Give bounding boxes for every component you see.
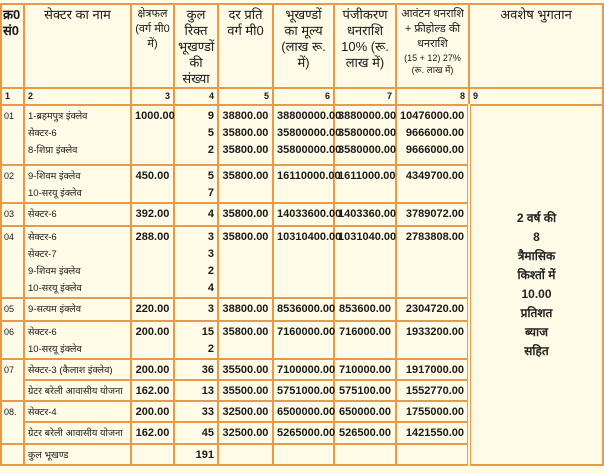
rate-per-sqm xyxy=(218,165,273,203)
sector-name-line: 9-सत्यम इंक्लेव xyxy=(28,304,82,315)
plot-value-line: 7160000.00 xyxy=(277,326,336,338)
vacant-plot-count xyxy=(174,105,218,165)
area: 1000.00 xyxy=(131,105,174,165)
area: 200.00 xyxy=(131,359,174,380)
plot-allotment-table xyxy=(0,3,604,466)
serial-no: 04 xyxy=(1,226,24,298)
allotment-amount-line: 2783808.00 xyxy=(405,231,464,243)
sector-name-line: ग्रेटर बरेली आवासीय योजना xyxy=(28,386,123,397)
allotment-amount xyxy=(396,422,469,444)
remaining-payment-terms-line: 8 xyxy=(533,230,540,244)
sector-name-line: 9-शिवम इंक्लेव xyxy=(28,266,81,277)
rate-per-sqm xyxy=(218,105,273,165)
registration-amount xyxy=(334,165,396,203)
registration-amount-line: 1611000.00 xyxy=(338,170,396,182)
plot-value-line: 16110000.00 xyxy=(277,170,341,182)
serial-no: 08. xyxy=(1,401,24,444)
remaining-payment-terms-line: 10.00 xyxy=(521,287,552,301)
registration-amount-line: 1031040.00 xyxy=(338,231,397,243)
column-number: 2 xyxy=(24,88,131,105)
registration-amount xyxy=(334,380,396,401)
vacant-plot-count-line: 33 xyxy=(201,406,214,418)
vacant-plot-count xyxy=(174,321,218,359)
rate-per-sqm xyxy=(218,380,273,401)
total-blank-cell xyxy=(396,444,469,465)
allotment-amount-line: 1552770.00 xyxy=(405,385,464,397)
header-rate: दर प्रति वर्ग मी0 xyxy=(218,4,273,88)
allotment-amount-line: 4349700.00 xyxy=(405,170,464,182)
sector-name-line: सेक्टर-6 xyxy=(28,232,57,243)
registration-amount-line: 716000.00 xyxy=(339,326,391,338)
total-label: कुल भूखण्ड xyxy=(24,444,131,465)
header-vacant-plots: कुल रिक्त भूखण्डों की संख्या xyxy=(174,4,218,88)
vacant-plot-count xyxy=(174,359,218,380)
area: 162.00 xyxy=(131,422,174,444)
registration-amount-line: 1403360.00 xyxy=(338,208,397,220)
total-serial-blank xyxy=(1,444,24,465)
plot-value xyxy=(273,380,334,401)
vacant-plot-count-line: 2 xyxy=(207,343,214,355)
total-area-blank xyxy=(131,444,174,465)
registration-amount-line: 526500.00 xyxy=(339,427,391,439)
vacant-plot-count-line: 4 xyxy=(207,208,214,220)
area: 220.00 xyxy=(131,298,174,321)
rate-per-sqm xyxy=(218,422,273,444)
rate-per-sqm-line: 35800.00 xyxy=(222,127,269,139)
sector-name xyxy=(24,422,131,444)
allotment-amount xyxy=(396,226,469,298)
registration-amount xyxy=(334,401,396,422)
vacant-plot-count xyxy=(174,380,218,401)
column-number: 9 xyxy=(469,88,603,105)
vacant-plot-count xyxy=(174,203,218,226)
sector-name-line: 9-शिवम इंक्लेव xyxy=(28,171,81,182)
plot-value-line: 6500000.00 xyxy=(277,406,336,418)
vacant-plot-count-line: 4 xyxy=(207,282,214,294)
column-number: 5 xyxy=(218,88,273,105)
rate-per-sqm-line: 32500.00 xyxy=(222,406,269,418)
allotment-amount xyxy=(396,380,469,401)
sector-name-line: सेक्टर-4 xyxy=(28,407,57,418)
registration-amount-line: 710000.00 xyxy=(339,364,391,376)
sector-name xyxy=(24,165,131,203)
vacant-plot-count-line: 5 xyxy=(207,127,214,139)
vacant-plot-count xyxy=(174,422,218,444)
rate-per-sqm-line: 35800.00 xyxy=(222,208,269,220)
column-number-row xyxy=(1,88,603,105)
sector-name-line: 10-सरयू इंक्लेव xyxy=(28,283,82,294)
remaining-payment-terms-line: प्रतिशत xyxy=(520,306,553,320)
sector-name-line: ग्रेटर बरेली आवासीय योजना xyxy=(28,428,123,439)
sector-name-line: 10-सरयू इंक्लेव xyxy=(28,344,82,355)
header-allotment-unit: (रू. लाख में) xyxy=(411,65,454,75)
plot-value xyxy=(273,359,334,380)
area: 200.00 xyxy=(131,321,174,359)
rate-per-sqm-line: 35500.00 xyxy=(222,385,269,397)
registration-amount xyxy=(334,226,396,298)
sector-name xyxy=(24,203,131,226)
serial-no: 06 xyxy=(1,321,24,359)
header-serial-no: क्र0 सं0 xyxy=(1,4,24,88)
registration-amount xyxy=(334,321,396,359)
serial-no: 01 xyxy=(1,105,24,165)
header-allotment-amount xyxy=(396,4,469,88)
registration-amount xyxy=(334,298,396,321)
column-number: 6 xyxy=(273,88,334,105)
sector-name xyxy=(24,401,131,422)
plot-value xyxy=(273,226,342,298)
remaining-payment-terms-line: 2 वर्ष की xyxy=(516,211,557,225)
sector-name-line: सेक्टर-7 xyxy=(28,249,57,260)
header-sector-name: सेक्टर का नाम xyxy=(24,4,131,88)
sector-name-line: 1-ब्रहमपुत्र इंक्लेव xyxy=(28,111,88,122)
plot-value xyxy=(273,203,342,226)
allotment-amount xyxy=(396,401,469,422)
total-blank-cell xyxy=(273,444,334,465)
plot-value-line: 35800000.00 xyxy=(277,144,342,156)
total-blank-cell xyxy=(334,444,396,465)
rate-per-sqm-line: 38800.00 xyxy=(222,303,269,315)
plot-value-line: 5265000.00 xyxy=(277,427,336,439)
vacant-plot-count-line: 36 xyxy=(201,364,214,376)
serial-no: 03 xyxy=(1,203,24,226)
registration-amount xyxy=(334,359,396,380)
registration-amount-line: 650000.00 xyxy=(339,406,391,418)
plot-value xyxy=(273,401,334,422)
registration-amount xyxy=(334,203,396,226)
rate-per-sqm xyxy=(218,203,273,226)
total-blank-cell xyxy=(218,444,273,465)
plot-value xyxy=(273,165,341,203)
rate-per-sqm-line: 35800.00 xyxy=(222,326,269,338)
registration-amount-line: 853600.00 xyxy=(339,303,391,315)
header-registration-amount: पंजीकरण धनराशि 10% (रू. लाख में) xyxy=(334,4,396,88)
sector-name xyxy=(24,226,131,298)
sector-name xyxy=(24,105,131,165)
allotment-amount-line: 1917000.00 xyxy=(405,364,464,376)
plot-value-line: 10310400.00 xyxy=(277,231,342,243)
registration-amount-line: 575100.00 xyxy=(339,385,391,397)
header-remaining-payment: अवशेष भुगतान xyxy=(469,4,603,88)
rate-per-sqm-line: 35500.00 xyxy=(222,364,269,376)
registration-amount-line: 3880000.00 xyxy=(338,110,397,122)
plot-value xyxy=(273,298,334,321)
vacant-plot-count-line: 2 xyxy=(207,144,214,156)
vacant-plot-count-line: 15 xyxy=(201,326,214,338)
sector-name-line: 10-सरयू इंक्लेव xyxy=(28,188,82,199)
rate-per-sqm xyxy=(218,401,273,422)
header-allotment-title: आवंटन धनराशि + फ्रीहोल्ड की धनराशि xyxy=(401,8,464,50)
sector-name-line: सेक्टर-3 (कैलाश इंक्लेव) xyxy=(28,365,113,376)
remaining-payment-terms-line: किश्तों में xyxy=(517,268,556,282)
vacant-plot-count-line: 2 xyxy=(207,265,214,277)
sector-name-line: सेक्टर-6 xyxy=(28,209,57,220)
vacant-plot-count-line: 3 xyxy=(207,231,214,243)
header-row xyxy=(1,4,603,88)
allotment-table-container xyxy=(0,3,602,466)
sector-name-line: 8-शिप्रा इंक्लेव xyxy=(28,145,78,156)
vacant-plot-count xyxy=(174,401,218,422)
area: 288.00 xyxy=(131,226,174,298)
remaining-payment-terms-line: त्रैमासिक xyxy=(517,249,556,263)
allotment-amount-line: 2304720.00 xyxy=(405,303,464,315)
remaining-payment-terms-line: ब्याज xyxy=(525,325,548,339)
sector-name xyxy=(24,359,131,380)
rate-per-sqm-line: 35800.00 xyxy=(222,144,269,156)
remaining-payment-terms-line: सहित xyxy=(524,344,549,358)
remaining-payment-terms xyxy=(469,105,603,465)
total-plot-count: 191 xyxy=(174,444,218,465)
sector-name-line: सेक्टर-6 xyxy=(28,327,57,338)
vacant-plot-count-line: 45 xyxy=(201,427,214,439)
area: 392.00 xyxy=(131,203,174,226)
sector-name xyxy=(24,321,131,359)
column-number: 3 xyxy=(131,88,174,105)
allotment-amount xyxy=(396,359,469,380)
sector-name-line: सेक्टर-6 xyxy=(28,128,57,139)
column-number: 1 xyxy=(1,88,24,105)
rate-per-sqm-line: 35800.00 xyxy=(222,170,269,182)
rate-per-sqm xyxy=(218,321,273,359)
vacant-plot-count-line: 13 xyxy=(201,385,214,397)
plot-value-line: 5751000.00 xyxy=(277,385,336,397)
column-number: 4 xyxy=(174,88,218,105)
vacant-plot-count-line: 5 xyxy=(207,170,214,182)
allotment-amount-line: 9666000.00 xyxy=(405,144,464,156)
allotment-amount xyxy=(396,203,469,226)
plot-value-line: 7100000.00 xyxy=(277,364,336,376)
serial-no: 07 xyxy=(1,359,24,401)
allotment-amount-line: 1933200.00 xyxy=(405,326,464,338)
vacant-plot-count xyxy=(174,298,218,321)
vacant-plot-count-line: 3 xyxy=(207,303,214,315)
registration-amount-line: 3580000.00 xyxy=(338,144,397,156)
allotment-amount-line: 10476000.00 xyxy=(400,110,465,122)
plot-value xyxy=(273,422,334,444)
column-number: 7 xyxy=(334,88,396,105)
serial-no: 05 xyxy=(1,298,24,321)
allotment-amount-line: 3789072.00 xyxy=(405,208,464,220)
allotment-amount xyxy=(396,165,469,203)
table-row xyxy=(1,105,603,165)
area: 162.00 xyxy=(131,380,174,401)
vacant-plot-count-line: 9 xyxy=(207,110,214,122)
plot-value xyxy=(273,321,334,359)
serial-no: 02 xyxy=(1,165,24,203)
vacant-plot-count-line: 3 xyxy=(207,248,214,260)
rate-per-sqm xyxy=(218,359,273,380)
area: 200.00 xyxy=(131,401,174,422)
rate-per-sqm xyxy=(218,226,273,298)
sector-name xyxy=(24,380,131,401)
rate-per-sqm-line: 35800.00 xyxy=(222,231,269,243)
header-allotment-percent: (15 + 12) 27% xyxy=(404,53,461,63)
plot-value-line: 38800000.00 xyxy=(277,110,342,122)
allotment-amount xyxy=(396,321,469,359)
header-area: क्षेत्रफल (वर्ग मी0 में) xyxy=(131,4,174,88)
rate-per-sqm-line: 38800.00 xyxy=(222,110,269,122)
allotment-amount-line: 1755000.00 xyxy=(405,406,464,418)
plot-value-line: 35800000.00 xyxy=(277,127,342,139)
rate-per-sqm-line: 32500.00 xyxy=(222,427,269,439)
allotment-amount-line: 9666000.00 xyxy=(405,127,464,139)
allotment-amount-line: 1421550.00 xyxy=(405,427,464,439)
allotment-amount xyxy=(396,105,469,165)
area: 450.00 xyxy=(131,165,174,203)
header-plot-value: भूखण्डों का मूल्य (लाख रू. में) xyxy=(273,4,334,88)
plot-value-line: 8536000.00 xyxy=(277,303,336,315)
vacant-plot-count xyxy=(174,226,218,298)
vacant-plot-count-line: 7 xyxy=(207,187,214,199)
registration-amount-line: 3580000.00 xyxy=(338,127,397,139)
registration-amount xyxy=(334,422,396,444)
sector-name xyxy=(24,298,131,321)
plot-value xyxy=(273,105,342,165)
plot-value-line: 14033600.00 xyxy=(277,208,342,220)
allotment-amount xyxy=(396,298,469,321)
registration-amount xyxy=(334,105,396,165)
rate-per-sqm xyxy=(218,298,273,321)
column-number: 8 xyxy=(396,88,469,105)
vacant-plot-count xyxy=(174,165,218,203)
